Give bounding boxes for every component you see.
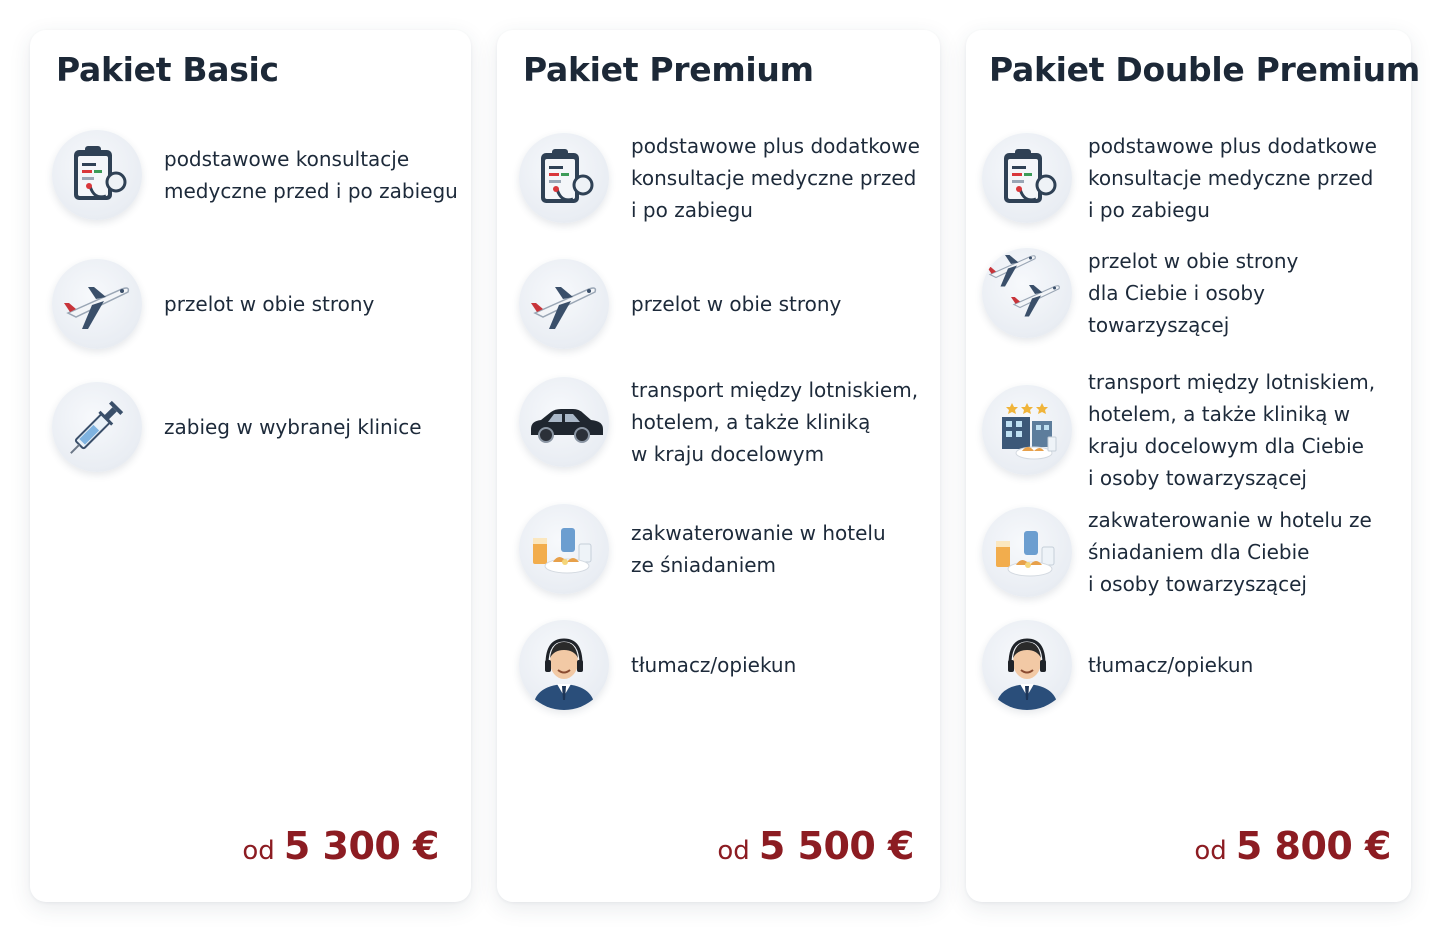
price-value: 5 800 € <box>1235 824 1391 868</box>
two-airplanes-icon <box>982 248 1072 338</box>
feature-text: podstawowe konsultacje medyczne przed i po zabiegu <box>164 147 458 203</box>
airplane-icon <box>52 259 142 349</box>
feature-text: transport między lotniskiem, hotelem, a także kliniką w kraju docelowym dla Ciebie i osoby towarzyszącej <box>1088 370 1376 490</box>
price-value: 5 500 € <box>758 824 914 868</box>
feature-text: tłumacz/opiekun <box>1088 653 1254 677</box>
feature-text: zakwaterowanie w hotelu ze śniadaniem <box>631 521 886 577</box>
interpreter-icon <box>519 620 609 710</box>
feature-item <box>519 504 928 594</box>
price-prefix: od <box>717 836 750 866</box>
feature-item <box>519 130 928 226</box>
feature-text: tłumacz/opiekun <box>631 653 797 677</box>
package-title: Pakiet Basic <box>56 50 279 89</box>
feature-text: przelot w obie strony <box>164 292 375 316</box>
clipboard-stethoscope-icon <box>52 130 142 220</box>
feature-item <box>982 504 1399 600</box>
car-icon <box>519 377 609 467</box>
feature-text: zabieg w wybranej klinice <box>164 415 422 439</box>
price-value: 5 300 € <box>283 824 439 868</box>
feature-text: przelot w obie strony dla Ciebie i osoby towarzyszącej <box>1088 249 1299 337</box>
feature-text: podstawowe plus dodatkowe konsultacje medyczne przed i po zabiegu <box>1088 134 1377 222</box>
feature-item <box>52 382 459 472</box>
package-price <box>242 824 439 868</box>
feature-item <box>52 130 459 220</box>
clipboard-stethoscope-icon <box>982 133 1072 223</box>
feature-text: przelot w obie strony <box>631 292 842 316</box>
package-card-double-premium <box>966 30 1420 902</box>
price-prefix: od <box>242 836 275 866</box>
package-card-basic <box>30 30 471 902</box>
hotel-icon <box>982 385 1072 475</box>
feature-text: podstawowe plus dodatkowe konsultacje medyczne przed i po zabiegu <box>631 134 920 222</box>
feature-item <box>982 620 1399 710</box>
feature-item <box>519 620 928 710</box>
price-prefix: od <box>1194 836 1227 866</box>
feature-item <box>52 259 459 349</box>
feature-item <box>982 245 1399 341</box>
feature-item <box>982 366 1399 494</box>
breakfast-icon <box>519 504 609 594</box>
feature-item <box>519 374 928 470</box>
package-price <box>1194 824 1391 868</box>
feature-item <box>519 259 928 349</box>
feature-text: transport między lotniskiem, hotelem, a także kliniką w kraju docelowym <box>631 378 919 466</box>
airplane-icon <box>519 259 609 349</box>
package-price <box>717 824 914 868</box>
syringe-icon <box>52 382 142 472</box>
package-title: Pakiet Double Premium <box>989 50 1420 89</box>
package-card-premium <box>497 30 940 902</box>
clipboard-stethoscope-icon <box>519 133 609 223</box>
feature-item <box>982 130 1399 226</box>
breakfast-icon <box>982 507 1072 597</box>
package-title: Pakiet Premium <box>523 50 814 89</box>
interpreter-icon <box>982 620 1072 710</box>
feature-text: zakwaterowanie w hotelu ze śniadaniem dla Ciebie i osoby towarzyszącej <box>1088 508 1372 596</box>
